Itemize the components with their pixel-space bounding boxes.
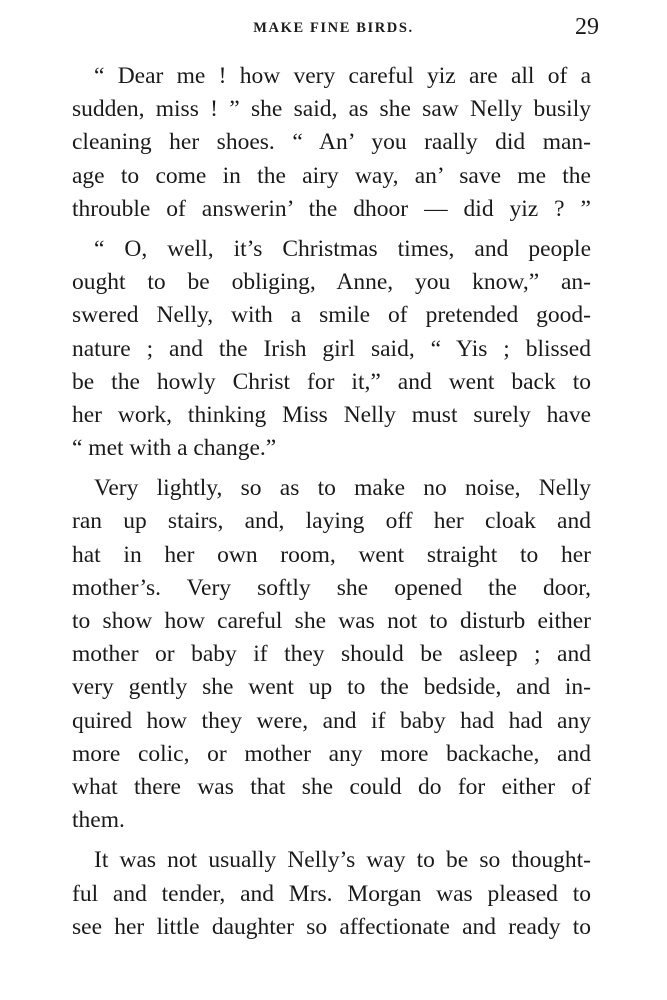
text-line: nature ; and the Irish girl said, “ Yis ; blissed	[72, 335, 591, 362]
paragraph	[72, 472, 591, 837]
page-number: 29	[575, 14, 599, 40]
text-line: quired how they were, and if baby had had any	[72, 707, 591, 734]
text-line: sudden, miss ! ” she said, as she saw Nelly busily	[72, 96, 591, 123]
text-line: her work, thinking Miss Nelly must surely have	[72, 401, 591, 428]
text-line: ran up stairs, and, laying off her cloak and	[72, 508, 591, 535]
text-line: mother’s. Very softly she opened the door,	[72, 574, 591, 601]
page-header	[0, 14, 667, 44]
text-line: “ met with a change.”	[72, 435, 277, 462]
text-line: It was not usually Nelly’s way to be so thought-	[94, 847, 591, 874]
text-line: to show how careful she was not to disturb either	[72, 608, 591, 634]
text-line: “ Dear me ! how very careful yiz are all of a	[94, 63, 591, 89]
text-line: more colic, or mother any more backache, and	[72, 740, 591, 767]
text-line: ought to be obliging, Anne, you know,” an-	[72, 269, 591, 296]
text-line: be the howly Christ for it,” and went back to	[72, 368, 591, 395]
paragraph	[72, 233, 591, 465]
paragraph	[72, 844, 591, 944]
text-line: them.	[72, 807, 125, 834]
text-line: hat in her own room, went straight to her	[72, 541, 591, 568]
text-line: very gently she went up to the bedside, and in-	[72, 674, 591, 701]
text-line: what there was that she could do for either of	[72, 773, 591, 800]
text-line: cleaning her shoes. “ An’ you raally did man-	[72, 129, 591, 156]
text-line: age to come in the airy way, an’ save me the	[72, 162, 591, 189]
text-line: Very lightly, so as to make no noise, Nelly	[94, 475, 591, 502]
running-title: MAKE FINE BIRDS.	[253, 20, 414, 36]
text-line: ful and tender, and Mrs. Morgan was pleased to	[72, 880, 591, 907]
text-line: see her little daughter so affectionate and ready to	[72, 913, 591, 940]
text-line: mother or baby if they should be asleep ; and	[72, 641, 591, 668]
text-line: “ O, well, it’s Christmas times, and people	[94, 235, 591, 262]
text-line: throuble of answerin’ the dhoor — did yiz ? ”	[72, 195, 591, 222]
body-text	[72, 60, 591, 951]
paragraph	[72, 60, 591, 226]
text-line: swered Nelly, with a smile of pretended good-	[72, 302, 591, 329]
